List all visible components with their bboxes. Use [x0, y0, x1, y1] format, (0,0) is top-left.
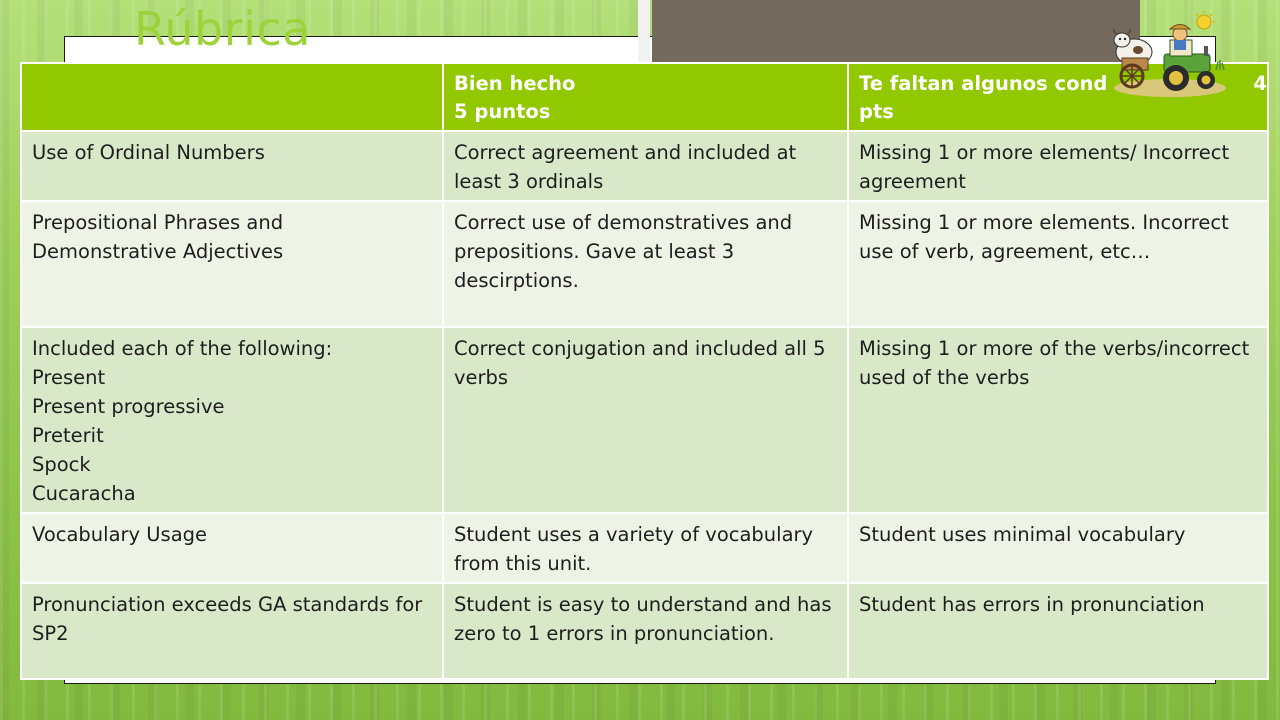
missing-cell: Missing 1 or more elements/ Incorrect agreement	[848, 131, 1268, 201]
criterion-cell: Use of Ordinal Numbers	[21, 131, 443, 201]
rubric-table	[20, 62, 1269, 680]
header-points: 5 puntos	[454, 100, 551, 123]
criterion-line: Preterit	[32, 424, 104, 447]
criterion-cell: Prepositional Phrases and Demonstrative Adjectives	[21, 201, 443, 327]
header-points: pts	[859, 100, 894, 123]
missing-cell: Student has errors in pronunciation	[848, 583, 1268, 679]
table-row	[21, 583, 1268, 679]
good-cell: Correct agreement and included at least 3 ordinals	[443, 131, 848, 201]
good-cell: Student is easy to understand and has zero to 1 errors in pronunciation.	[443, 583, 848, 679]
header-empty-cell	[21, 63, 443, 131]
header-points-number: 4	[1253, 72, 1267, 95]
header-strip	[638, 0, 650, 62]
criterion-line: Included each of the following:	[32, 337, 333, 360]
header-label: Bien hecho	[454, 72, 576, 95]
header-label: Te faltan algunos cond	[859, 72, 1108, 95]
criterion-line: Cucaracha	[32, 482, 136, 505]
good-cell: Correct conjugation and included all 5 verbs	[443, 327, 848, 513]
criterion-line: Spock	[32, 453, 91, 476]
criterion-cell: Pronunciation exceeds GA standards for SP2	[21, 583, 443, 679]
slide-title: Rúbrica	[134, 2, 311, 56]
table-row	[21, 513, 1268, 583]
table-header-row	[21, 63, 1268, 131]
good-cell: Correct use of demonstratives and prepositions. Gave at least 3 descirptions.	[443, 201, 848, 327]
header-cell-bien-hecho	[443, 63, 848, 131]
missing-cell: Student uses minimal vocabulary	[848, 513, 1268, 583]
criterion-cell	[21, 327, 443, 513]
farmer-tractor-clipart-icon	[1108, 10, 1228, 102]
criterion-line: Present progressive	[32, 395, 225, 418]
table-row	[21, 201, 1268, 327]
photo-panel	[652, 0, 1140, 62]
table-row	[21, 131, 1268, 201]
criterion-line: Present	[32, 366, 106, 389]
missing-cell: Missing 1 or more of the verbs/incorrect used of the verbs	[848, 327, 1268, 513]
missing-cell: Missing 1 or more elements. Incorrect use of verb, agreement, etc…	[848, 201, 1268, 327]
good-cell: Student uses a variety of vocabulary from this unit.	[443, 513, 848, 583]
criterion-cell: Vocabulary Usage	[21, 513, 443, 583]
table-row	[21, 327, 1268, 513]
